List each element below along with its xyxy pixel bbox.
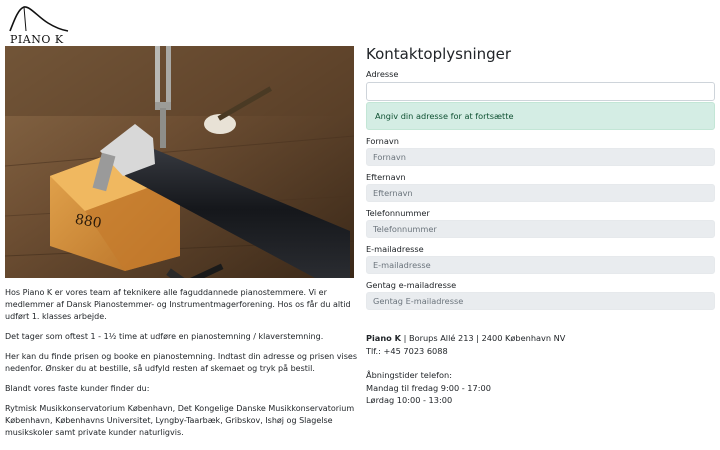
tuning-tools-photo: [5, 46, 354, 278]
address-input[interactable]: [366, 82, 715, 101]
email-input[interactable]: E-mailadresse: [366, 256, 715, 274]
firstname-input[interactable]: Fornavn: [366, 148, 715, 166]
company-phone: Tlf.: +45 7023 6088: [366, 345, 448, 356]
intro-paragraph-team: Hos Piano K er vores team af teknikere alle faguddannede pianostemmere. Vi er medlemmer af Dansk Pianostemmer- og Instrumentmagerforening. Hos os får du altid udført 1. klasses arbejde.: [5, 288, 351, 322]
hours-saturday: Lørdag 10:00 - 13:00: [366, 395, 453, 405]
company-address: | Borups Allé 213 | 2400 København NV: [400, 333, 566, 343]
lastname-field: [366, 172, 715, 202]
phone-input[interactable]: Telefonnummer: [366, 220, 715, 238]
intro-text: [5, 287, 357, 447]
lastname-label: Efternavn: [366, 172, 406, 182]
hours-weekday: Mandag til fredag 9:00 - 17:00: [366, 382, 491, 393]
phone-field: [366, 208, 715, 238]
email-repeat-label: Gentag e-mailadresse: [366, 280, 457, 290]
contact-form: [366, 44, 715, 407]
svg-text:880: 880: [73, 211, 103, 232]
email-label: E-mailadresse: [366, 244, 424, 254]
piano-lid-icon: [8, 3, 70, 35]
email-repeat-input[interactable]: Gentag E-mailadresse: [366, 292, 715, 310]
intro-paragraph-customers-list: Rytmisk Musikkonservatorium København, Det Kongelige Danske Musikkonservatorium København, Københavns Universitet, Lyngby-Taarbæk, Gribskov, Ishøj og Slagelse musikskoler samt private kunder naturligvis.: [5, 403, 355, 438]
company-contact: [366, 332, 715, 357]
company-address-line: [366, 332, 715, 345]
brand-name: PIANO K: [10, 33, 64, 46]
phone-hours: [366, 369, 715, 407]
address-alert: Angiv din adresse for at fortsætte: [366, 102, 715, 130]
email-field: [366, 244, 715, 274]
intro-paragraph-booking: Her kan du finde prisen og booke en pianostemning. Indtast din adresse og prisen vises nedenfor. Ønsker du at bestille, så udfyld resten af skemaet og tryk på bestil.: [5, 352, 358, 374]
hours-title: Åbningstider telefon:: [366, 370, 453, 380]
intro-paragraph-customers-heading: Blandt vores faste kunder finder du:: [5, 384, 150, 393]
email-repeat-field: [366, 280, 715, 310]
lastname-input[interactable]: Efternavn: [366, 184, 715, 202]
firstname-label: Fornavn: [366, 136, 399, 146]
address-label: Adresse: [366, 69, 399, 79]
piano-k-logo[interactable]: [8, 3, 70, 45]
company-name: Piano K: [366, 333, 401, 343]
phone-label: Telefonnummer: [366, 208, 430, 218]
intro-paragraph-duration: Det tager som oftest 1 - 1½ time at udføre en pianostemning / klaverstemning.: [5, 332, 324, 342]
form-heading: Kontaktoplysninger: [366, 45, 512, 63]
firstname-field: [366, 136, 715, 166]
